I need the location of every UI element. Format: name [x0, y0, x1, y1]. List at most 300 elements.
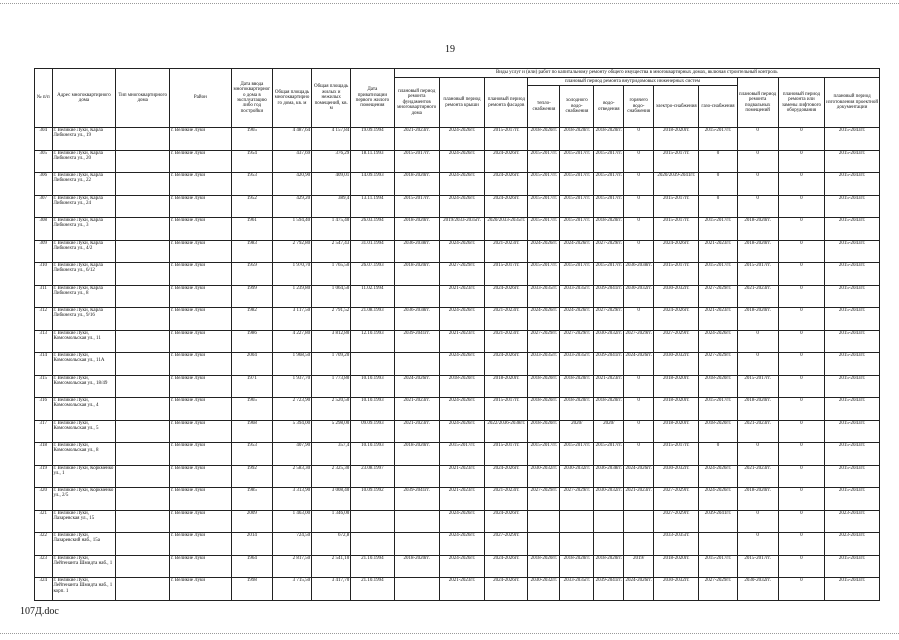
table-row: [35, 173, 880, 196]
cell-district: г. Великие Луки: [169, 263, 231, 286]
header-district: Район: [169, 69, 231, 128]
cell-sewer: 2039-2041гг.: [594, 578, 624, 601]
header-foundation: плановый период ремонта фундаментов многоквартирного дома: [394, 78, 439, 128]
cell-sewer: 2018-2020гг.: [594, 218, 624, 241]
cell-living-area: 357,4: [312, 443, 351, 466]
cell-design-docs: 2023-2043гг.: [825, 510, 880, 533]
cell-sewer: 2027-2029гг.: [594, 240, 624, 263]
cell-hot-water: 0: [624, 150, 654, 173]
cell-district: г. Великие Луки: [169, 240, 231, 263]
cell-gas: 0: [699, 150, 737, 173]
table-row: [35, 263, 880, 286]
cell-living-area: 1 346,00: [312, 510, 351, 533]
cell-hot-water: 2036-2038гг.: [624, 263, 654, 286]
cell-hot-water: 2027-2029гг.: [624, 330, 654, 353]
table-row: [35, 420, 880, 443]
cell-gas: 0: [699, 173, 737, 196]
cell-district: г. Великие Луки: [169, 150, 231, 173]
cell-cold-water: 2015-2017гг.: [560, 195, 594, 218]
table-row: [35, 150, 880, 173]
cell-elevator: 0: [778, 353, 824, 376]
cell-foundation: 2024-2026гг.: [394, 375, 439, 398]
cell-basement: 2015-2017гг.: [737, 263, 778, 286]
cell-foundation: 2015-2017гг.: [394, 150, 439, 173]
cell-num: 318: [35, 443, 53, 466]
table-body: [35, 128, 880, 601]
cell-basement: 0: [737, 510, 778, 533]
cell-elevator: 0: [778, 218, 824, 241]
cell-cold-water: 2033-2035гг.: [560, 578, 594, 601]
cell-privatization: 11.02.1994: [351, 285, 394, 308]
cell-total-area: 3 117,50: [272, 308, 311, 331]
cell-foundation: 2018-2020гг.: [394, 555, 439, 578]
cell-privatization: 23.08.1997: [351, 465, 394, 488]
cell-design-docs: 2015-2043гг.: [825, 488, 880, 511]
cell-foundation: [394, 465, 439, 488]
cell-gas: 2015-2017гг.: [699, 555, 737, 578]
cell-num: 322: [35, 533, 53, 556]
cell-basement: 2018-2020гг.: [737, 488, 778, 511]
cell-roof: 2024-2026гг.: [439, 150, 484, 173]
cell-foundation: 2036-2038гг.: [394, 308, 439, 331]
cell-total-area: 4 487,64: [272, 128, 311, 151]
cell-basement: 2018-2020гг.: [737, 308, 778, 331]
cell-district: г. Великие Луки: [169, 285, 231, 308]
cell-privatization: [351, 353, 394, 376]
cell-basement: 0: [737, 353, 778, 376]
cell-design-docs: 2015-2043гг.: [825, 240, 880, 263]
cell-building-type: [116, 443, 170, 466]
cell-electric: 2030-2032гг.: [654, 578, 699, 601]
cell-living-area: 2 520,50: [312, 398, 351, 421]
cell-design-docs: 2015-2043гг.: [825, 195, 880, 218]
cell-facade: 2024-2026гг.: [485, 195, 528, 218]
cell-privatization: 26.07.1993: [351, 263, 394, 286]
cell-roof: 2021-2023гг.: [439, 488, 484, 511]
cell-electric: 2015-2017гг.: [654, 150, 699, 173]
cell-gas: 2027-2029гг.: [699, 285, 737, 308]
cell-heat: 2015-2017гг.: [528, 150, 560, 173]
cell-privatization: 09.09.1993: [351, 420, 394, 443]
cell-privatization: 12.10.1993: [351, 330, 394, 353]
cell-hot-water: 2030-2032гг.: [624, 285, 654, 308]
cell-gas: 2015-2017гг.: [699, 398, 737, 421]
cell-sewer: 2027-2029гг.: [594, 308, 624, 331]
cell-address: г. Великие Луки, Карла Либкнехта ул., 9/16: [52, 308, 116, 331]
cell-basement: 2015-2017гг.: [737, 555, 778, 578]
cell-roof: 2024-2026гг.: [439, 533, 484, 556]
header-address: Адрес многоквартирного дома: [52, 69, 116, 128]
cell-address: г. Великие Луки, Лейтенанта Шмидта наб., 1: [52, 555, 116, 578]
table-row: [35, 308, 880, 331]
cell-living-area: 4 157,84: [312, 128, 351, 151]
cell-building-type: [116, 128, 170, 151]
cell-year: 1954: [231, 150, 272, 173]
cell-design-docs: 2015-2043гг.: [825, 353, 880, 376]
cell-heat: 2018-2020гг.: [528, 375, 560, 398]
cell-roof: 2024-2026гг.: [439, 555, 484, 578]
cell-sewer: 2015-2017гг.: [594, 150, 624, 173]
cell-building-type: [116, 330, 170, 353]
cell-total-area: 2 583,30: [272, 465, 311, 488]
cell-building-type: [116, 465, 170, 488]
cell-year: 1965: [231, 398, 272, 421]
cell-hot-water: [624, 510, 654, 533]
cell-design-docs: 2015-2043гг.: [825, 308, 880, 331]
cell-foundation: 2036-2038гг.: [394, 240, 439, 263]
cell-num: 323: [35, 555, 53, 578]
header-building-type: Тип многоквартирного дома: [116, 69, 170, 128]
cell-privatization: 10.10.1993: [351, 375, 394, 398]
cell-total-area: 1 970,70: [272, 263, 311, 286]
cell-elevator: 0: [778, 488, 824, 511]
cell-basement: 0: [737, 150, 778, 173]
table-row: [35, 533, 880, 556]
cell-basement: 2021-2023гг.: [737, 285, 778, 308]
cell-living-area: 389,4: [312, 195, 351, 218]
cell-foundation: [394, 285, 439, 308]
cell-heat: 2030-2032гг.: [528, 465, 560, 488]
footer-filename: 107Д.doc: [20, 606, 59, 617]
cell-hot-water: 0: [624, 308, 654, 331]
cell-elevator: 0: [778, 398, 824, 421]
cell-year: 1965: [231, 128, 272, 151]
cell-privatization: 10.10.1993: [351, 398, 394, 421]
cell-electric: 2018-2020гг.: [654, 375, 699, 398]
cell-elevator: 0: [778, 330, 824, 353]
cell-sewer: 2039-2041гг.: [594, 285, 624, 308]
cell-hot-water: 0: [624, 398, 654, 421]
cell-building-type: [116, 533, 170, 556]
cell-district: г. Великие Луки: [169, 578, 231, 601]
cell-total-area: 3 715,50: [272, 578, 311, 601]
cell-electric: 2027-2029гг.: [654, 510, 699, 533]
cell-year: 1998: [231, 578, 272, 601]
cell-facade: 2020/2033-2035гг.: [485, 218, 528, 241]
cell-hot-water: 0: [624, 420, 654, 443]
cell-cold-water: 2018-2020гг.: [560, 375, 594, 398]
cell-district: г. Великие Луки: [169, 173, 231, 196]
cell-address: г. Великие Луки, Карла Либкнехта ул., 22: [52, 173, 116, 196]
table-row: [35, 443, 880, 466]
repair-schedule-table: [34, 68, 880, 601]
header-works-group: Виды услуг и (или) работ по капитальному ремонту общего имущества в многоквартирных домах, включая строительный контроль: [394, 69, 880, 78]
cell-sewer: 2018-2020гг.: [594, 128, 624, 151]
cell-sewer: 2030-2032гг.: [594, 330, 624, 353]
header-year: Дата ввода многоквартирного дома в эксплуатацию либо год постройки: [231, 69, 272, 128]
cell-electric: 2024-2026гг.: [654, 308, 699, 331]
page-number: 19: [445, 44, 455, 55]
cell-living-area: 376,29: [312, 150, 351, 173]
cell-design-docs: 2015-2043гг.: [825, 150, 880, 173]
cell-building-type: [116, 285, 170, 308]
cell-year: 2004: [231, 353, 272, 376]
cell-num: 305: [35, 150, 53, 173]
cell-foundation: 2021-2023гг.: [394, 420, 439, 443]
cell-electric: 2027-2029гг.: [654, 488, 699, 511]
cell-total-area: 2 723,90: [272, 398, 311, 421]
header-sewer: водо-отведения: [594, 86, 624, 128]
cell-facade: 2015-2017гг.: [485, 443, 528, 466]
cell-electric: 2030-2032гг.: [654, 285, 699, 308]
cell-cold-water: 2015-2017гг.: [560, 150, 594, 173]
cell-num: 313: [35, 330, 53, 353]
cell-facade: 2015-2017гг.: [485, 128, 528, 151]
cell-year: 1983: [231, 240, 272, 263]
cell-roof: 2021-2023гг.: [439, 578, 484, 601]
cell-heat: [528, 510, 560, 533]
cell-address: г. Великие Луки, Комсомольская ул., 18/49: [52, 375, 116, 398]
cell-elevator: 0: [778, 578, 824, 601]
header-basement: плановый период ремонта подвальных помещений: [737, 78, 778, 128]
cell-total-area: 1 968,50: [272, 353, 311, 376]
cell-address: г. Великие Луки, Комсомольская ул., 11А: [52, 353, 116, 376]
cell-building-type: [116, 488, 170, 511]
cell-address: г. Великие Луки, Коркменко ул., 2/5: [52, 488, 116, 511]
cell-roof: 2024-2026гг.: [439, 353, 484, 376]
cell-elevator: 0: [778, 375, 824, 398]
cell-facade: 2018-2020гг.: [485, 375, 528, 398]
cell-sewer: 2015-2017гг.: [594, 263, 624, 286]
cell-sewer: 2030-2032гг.: [594, 488, 624, 511]
cell-year: 1952: [231, 195, 272, 218]
cell-total-area: 429,20: [272, 195, 311, 218]
cell-living-area: 5 298,00: [312, 420, 351, 443]
cell-gas: 2015-2017гг.: [699, 263, 737, 286]
table-row: [35, 128, 880, 151]
cell-address: г. Великие Луки, Карла Либкнехта ул., 24: [52, 195, 116, 218]
cell-gas: 2027-2029гг.: [699, 578, 737, 601]
cell-design-docs: 2015-2043гг.: [825, 443, 880, 466]
cell-foundation: [394, 353, 439, 376]
cell-cold-water: [560, 533, 594, 556]
cell-sewer: 2036-2038гг.: [594, 465, 624, 488]
cell-privatization: 31.01.1994: [351, 240, 394, 263]
cell-design-docs: 2015-2043гг.: [825, 330, 880, 353]
table-row: [35, 375, 880, 398]
cell-design-docs: 2023-2043гг.: [825, 533, 880, 556]
cell-heat: 2015-2017гг.: [528, 195, 560, 218]
cell-roof: 2015-2017гг.: [439, 443, 484, 466]
cell-design-docs: 2015-2043гг.: [825, 285, 880, 308]
cell-heat: 2015-2017гг.: [528, 173, 560, 196]
cell-cold-water: 2033-2035гг.: [560, 285, 594, 308]
cell-design-docs: 2015-2043гг.: [825, 218, 880, 241]
cell-cold-water: 2015-2017гг.: [560, 443, 594, 466]
cell-sewer: 2018-2020гг.: [594, 398, 624, 421]
cell-year: 1959: [231, 263, 272, 286]
cell-facade: 2015-2017гг.: [485, 398, 528, 421]
cell-living-area: 2 547,43: [312, 240, 351, 263]
cell-total-area: 1 239,80: [272, 285, 311, 308]
cell-electric: 2018-2020гг.: [654, 128, 699, 151]
cell-facade: 2024-2026гг.: [485, 285, 528, 308]
header-design-docs: плановый период изготовления проектной документации: [825, 78, 880, 128]
cell-facade: 2015-2017гг.: [485, 263, 528, 286]
cell-basement: 0: [737, 195, 778, 218]
cell-privatization: 21.08.1993: [351, 308, 394, 331]
cell-sewer: 2021-2023гг.: [594, 375, 624, 398]
header-facade: плановый период ремонта фасадов: [485, 78, 528, 128]
cell-electric: 2018-2020гг.: [654, 420, 699, 443]
cell-district: г. Великие Луки: [169, 375, 231, 398]
cell-roof: 2024-2026гг.: [439, 128, 484, 151]
cell-hot-water: 0: [624, 443, 654, 466]
cell-elevator: 0: [778, 308, 824, 331]
cell-elevator: 0: [778, 195, 824, 218]
cell-roof: 2024-2026гг.: [439, 420, 484, 443]
cell-living-area: 1 709,20: [312, 353, 351, 376]
cell-hot-water: 0: [624, 240, 654, 263]
header-electric: электро-снабжения: [654, 86, 699, 128]
cell-electric: 2015-2017гг.: [654, 218, 699, 241]
cell-num: 314: [35, 353, 53, 376]
cell-hot-water: 2024-2026гг.: [624, 578, 654, 601]
table-row: [35, 285, 880, 308]
cell-facade: 2024-2026гг.: [485, 578, 528, 601]
cell-cold-water: 2033-2035гг.: [560, 353, 594, 376]
cell-num: 310: [35, 263, 53, 286]
header-elevator: плановый период ремонта или замены лифтового оборудования: [778, 78, 824, 128]
cell-foundation: 2021-2023гг.: [394, 398, 439, 421]
cell-total-area: 1 463,00: [272, 510, 311, 533]
cell-address: г. Великие Луки, Коркменко ул., 1: [52, 465, 116, 488]
cell-heat: 2024-2026гг.: [528, 308, 560, 331]
cell-electric: 2015-2017гг.: [654, 195, 699, 218]
cell-elevator: 0: [778, 285, 824, 308]
cell-living-area: 3 812,80: [312, 330, 351, 353]
cell-design-docs: 2015-2043гг.: [825, 578, 880, 601]
cell-building-type: [116, 578, 170, 601]
cell-privatization: 14.09.1993: [351, 173, 394, 196]
cell-building-type: [116, 510, 170, 533]
cell-building-type: [116, 353, 170, 376]
cell-district: г. Великие Луки: [169, 330, 231, 353]
cell-district: г. Великие Луки: [169, 218, 231, 241]
cell-num: 319: [35, 465, 53, 488]
cell-foundation: 2018-2020гг.: [394, 173, 439, 196]
cell-facade: 2024-2026гг.: [485, 510, 528, 533]
cell-sewer: 2015-2017гг.: [594, 443, 624, 466]
cell-living-area: 409,01: [312, 173, 351, 196]
cell-num: 309: [35, 240, 53, 263]
cell-foundation: 2039-2041гг.: [394, 488, 439, 511]
cell-hot-water: 2019/: [624, 555, 654, 578]
cell-hot-water: 2021-2023гг.: [624, 488, 654, 511]
cell-total-area: 437,69: [272, 150, 311, 173]
cell-electric: 2015-2017гг.: [654, 443, 699, 466]
cell-elevator: 0: [778, 263, 824, 286]
cell-gas: 2015-2017гг.: [699, 218, 737, 241]
cell-total-area: 4 227,80: [272, 330, 311, 353]
header-living-area: Общая площадь жилых и нежилых помещений, кв. м: [312, 69, 351, 128]
cell-hot-water: 0: [624, 375, 654, 398]
header-hot-water: горячего водо-снабжения: [624, 86, 654, 128]
cell-cold-water: 2027-2029гг.: [560, 488, 594, 511]
cell-design-docs: 2015-2043гг.: [825, 375, 880, 398]
cell-cold-water: 2018-2020гг.: [560, 128, 594, 151]
cell-district: г. Великие Луки: [169, 443, 231, 466]
cell-living-area: 1 765,50: [312, 263, 351, 286]
cell-gas: 2024-2026гг.: [699, 488, 737, 511]
cell-heat: 2015-2017гг.: [528, 263, 560, 286]
cell-year: 2014: [231, 533, 272, 556]
cell-facade: 2021-2023гг.: [485, 240, 528, 263]
cell-num: 304: [35, 128, 53, 151]
cell-roof: 2024-2026гг.: [439, 240, 484, 263]
cell-living-area: 672,8: [312, 533, 351, 556]
header-systems-group: плановый период ремонта внутридомовых инженерных систем: [528, 78, 737, 86]
cell-num: 321: [35, 510, 53, 533]
cell-basement: 2018-2020гг.: [737, 218, 778, 241]
cell-elevator: 0: [778, 173, 824, 196]
cell-sewer: [594, 533, 624, 556]
cell-building-type: [116, 375, 170, 398]
cell-district: г. Великие Луки: [169, 128, 231, 151]
table-row: [35, 195, 880, 218]
cell-heat: 2033-2035гг.: [528, 285, 560, 308]
cell-district: г. Великие Луки: [169, 353, 231, 376]
cell-electric: 2015-2017гг.: [654, 263, 699, 286]
cell-basement: 2018-2020гг.: [737, 240, 778, 263]
cell-elevator: 0: [778, 465, 824, 488]
cell-facade: 2024-2026гг.: [485, 465, 528, 488]
cell-gas: 2018-2020гг.: [699, 375, 737, 398]
cell-foundation: [394, 510, 439, 533]
cell-hot-water: 0: [624, 173, 654, 196]
cell-privatization: [351, 510, 394, 533]
cell-elevator: 0: [778, 128, 824, 151]
cell-building-type: [116, 173, 170, 196]
cell-total-area: 2 817,50: [272, 555, 311, 578]
cell-roof: 2019/2033-2035гг.: [439, 218, 484, 241]
cell-basement: 2021-2023гг.: [737, 420, 778, 443]
cell-address: г. Великие Луки, Лазаревский наб., 15а: [52, 533, 116, 556]
cell-sewer: 2015-2017гг.: [594, 195, 624, 218]
cell-living-area: 1 773,80: [312, 375, 351, 398]
cell-basement: 2015-2017гг.: [737, 375, 778, 398]
cell-electric: 2033-2035гг.: [654, 533, 699, 556]
cell-roof: 2027-2029гг.: [439, 263, 484, 286]
cell-total-area: 407,90: [272, 443, 311, 466]
cell-foundation: 2018-2020гг.: [394, 443, 439, 466]
cell-address: г. Великие Луки, Комсомольская ул., 11: [52, 330, 116, 353]
cell-elevator: 0: [778, 420, 824, 443]
cell-privatization: 19.09.1994: [351, 128, 394, 151]
cell-foundation: 2039-2041гг.: [394, 330, 439, 353]
cell-address: г. Великие Луки, Комсомольская ул., 5: [52, 420, 116, 443]
cell-gas: 0: [699, 195, 737, 218]
cell-basement: 0: [737, 443, 778, 466]
cell-cold-water: [560, 510, 594, 533]
cell-district: г. Великие Луки: [169, 555, 231, 578]
cell-electric: 2027-2029гг.: [654, 330, 699, 353]
cell-facade: 2021-2023гг.: [485, 330, 528, 353]
cell-year: 1953: [231, 173, 272, 196]
cell-num: 312: [35, 308, 53, 331]
cell-gas: 2021-2023гг.: [699, 240, 737, 263]
cell-num: 317: [35, 420, 53, 443]
cell-hot-water: 0: [624, 195, 654, 218]
cell-gas: 2015-2017гг.: [699, 128, 737, 151]
cell-district: г. Великие Луки: [169, 420, 231, 443]
cell-privatization: 21.10.1994: [351, 578, 394, 601]
cell-heat: 2030-2032гг.: [528, 578, 560, 601]
cell-sewer: 2039-2041гг.: [594, 353, 624, 376]
cell-design-docs: 2015-2043гг.: [825, 420, 880, 443]
table-row: [35, 510, 880, 533]
cell-design-docs: 2015-2043гг.: [825, 173, 880, 196]
